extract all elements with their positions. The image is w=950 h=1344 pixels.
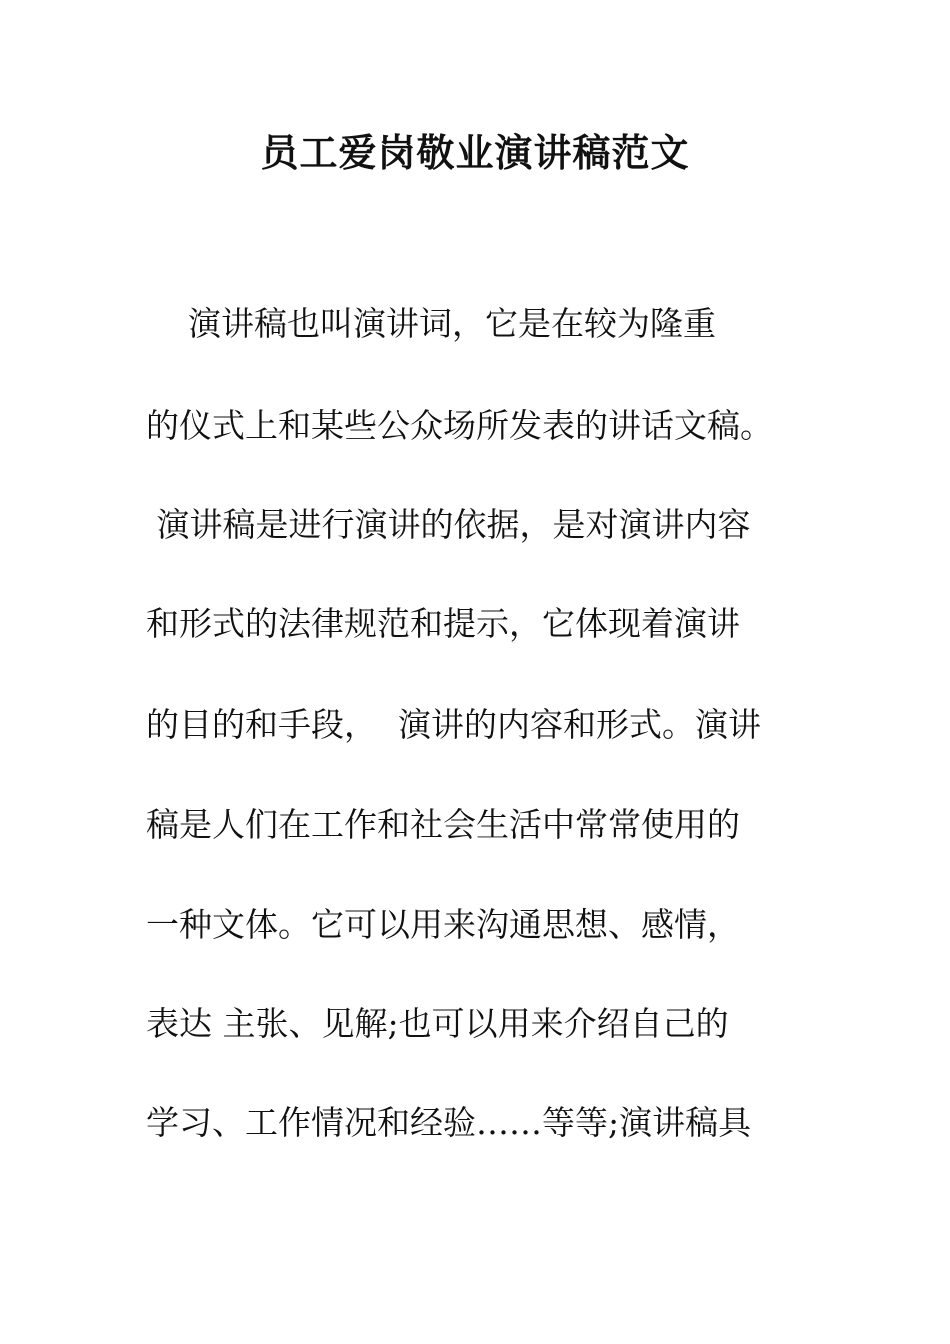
body-text-line: 演讲稿也叫演讲词，它是在较为隆重 (146, 304, 716, 343)
document-title: 员工爱岗敬业演讲稿范文 (260, 130, 690, 175)
body-text-line: 学习、工作情况和经验……等等;演讲稿具 (146, 1103, 752, 1142)
body-text-line: 的目的和手段， 演讲的内容和形式。演讲 (146, 705, 761, 744)
body-text-line: 稿是人们在工作和社会生活中常常使用的 (146, 805, 740, 844)
body-text-line: 演讲稿是进行演讲的依据，是对演讲内容 (146, 505, 751, 544)
body-text-line: 和形式的法律规范和提示，它体现着演讲 (146, 604, 740, 643)
body-text-line: 一种文体。它可以用来沟通思想、感情， (146, 905, 740, 944)
body-text-line: 表达 主张、见解;也可以用来介绍自己的 (146, 1004, 729, 1043)
body-text-line: 的仪式上和某些公众场所发表的讲话文稿。 (146, 406, 773, 445)
